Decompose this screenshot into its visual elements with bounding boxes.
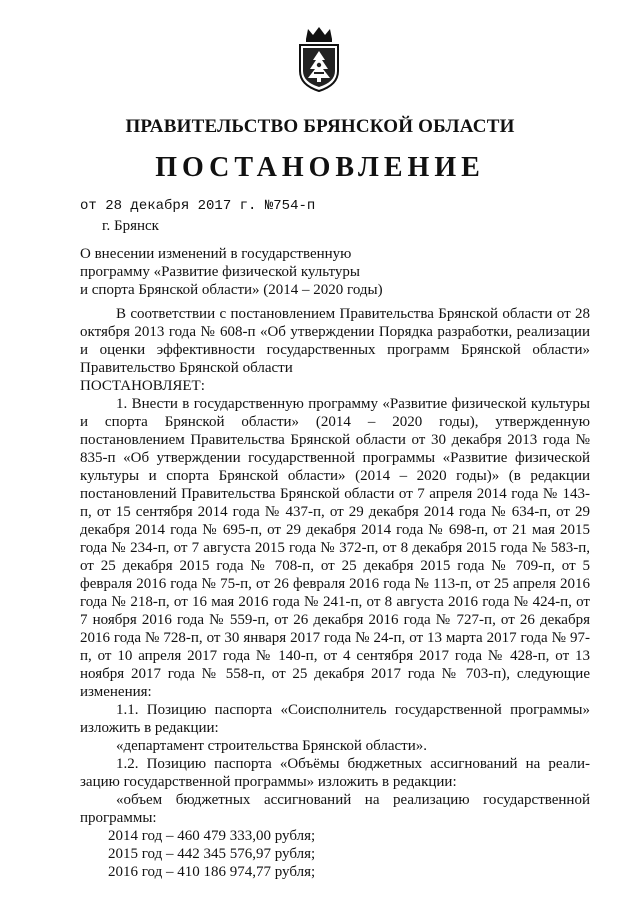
- subject-line: и спорта Брянской области» (2014 – 2020 годы): [80, 282, 383, 298]
- coat-of-arms-emblem: [296, 25, 342, 93]
- document-subject: [80, 245, 400, 299]
- preamble-paragraph: В соответствии с постановлением Правительства Брянской области от 28 октября 2013 года № 608-п «Об утверждении Порядка разработки, реализации и оценки эффективности государственных программ Брянской области» Правительство Брянской области: [80, 306, 590, 376]
- number-prefix: №: [264, 198, 274, 214]
- government-title: ПРАВИТЕЛЬСТВО БРЯНСКОЙ ОБЛАСТИ: [125, 116, 515, 137]
- budget-line-2015: 2015 год – 442 345 576,97 рубля;: [108, 846, 316, 862]
- subject-line: программу «Развитие физической культуры: [80, 264, 360, 280]
- item-1-2-quote: «объем бюджетных ассигнований на реализацию государственной программы:: [80, 792, 590, 826]
- document-date-number: [80, 198, 315, 214]
- date-prefix: от: [80, 198, 97, 214]
- decree-word: ПОСТАНОВЛЯЕТ:: [80, 378, 205, 394]
- budget-line-2014: 2014 год – 460 479 333,00 рубля;: [108, 828, 316, 844]
- item-1-1-paragraph: 1.1. Позицию паспорта «Соисполнитель государственной программы» изложить в редакции:: [80, 702, 590, 736]
- document-type-title: ПОСТАНОВЛЕНИЕ: [155, 152, 485, 183]
- item-1-2-paragraph: 1.2. Позицию паспорта «Объёмы бюджетных ассигнований на реализацию государственной программы» изложить в редакции:: [80, 756, 590, 790]
- city: г. Брянск: [102, 218, 159, 234]
- item-1-1-quote: «департамент строительства Брянской области».: [116, 738, 428, 754]
- date-value: 28 декабря 2017 г.: [105, 198, 257, 214]
- subject-line: О внесении изменений в государственную: [80, 246, 352, 262]
- document-body: [80, 305, 590, 881]
- number-value: 754-п: [273, 198, 316, 214]
- item-1-paragraph: 1. Внести в государственную программу «Развитие физической культуры и спорта Брянской области» (2014 – 2020 годы), утвержденную постановлением Правительства Брянской области от 30 декабря 2013 года № 835-п «Об утверждении государственной программы «Развитие физической культуры и спорта Брянской области» (2014 – 2020 годы)» (в редакции постановлений Правительства Брянской области от 7 апреля 2014 года № 143-п, от 15 сентября 2014 года № 437-п, от 29 декабря 2014 года № 634-п, от 29 декабря 2014 года № 695-п, от 29 декабря 2014 года № 698-п, от 21 мая 2015 года № 234-п, от 7 августа 2015 года № 372-п, от 8 декабря 2015 года № 583-п, от 25 декабря 2015 года № 708-п, от 25 декабря 2015 года № 709-п, от 5 февраля 2016 года № 75-п, от 26 февраля 2016 года № 113-п, от 25 апреля 2016 года № 218-п, от 16 мая 2016 года № 241-п, от 8 августа 2016 года № 424-п, от 7 ноября 2016 года № 559-п, от 26 декабря 2016 года № 727-п, от 26 декабря 2016 года № 728-п, от 30 января 2017 года № 24-п, от 13 марта 2017 года № 97-п, от 10 апреля 2017 года № 140-п, от 4 сентября 2017 года № 428-п, от 13 ноября 2017 года № 558-п, от 25 декабря 2017 года № 703-п), следующие изменения:: [80, 396, 590, 700]
- budget-line-2016: 2016 год – 410 186 974,77 рубля;: [108, 864, 316, 880]
